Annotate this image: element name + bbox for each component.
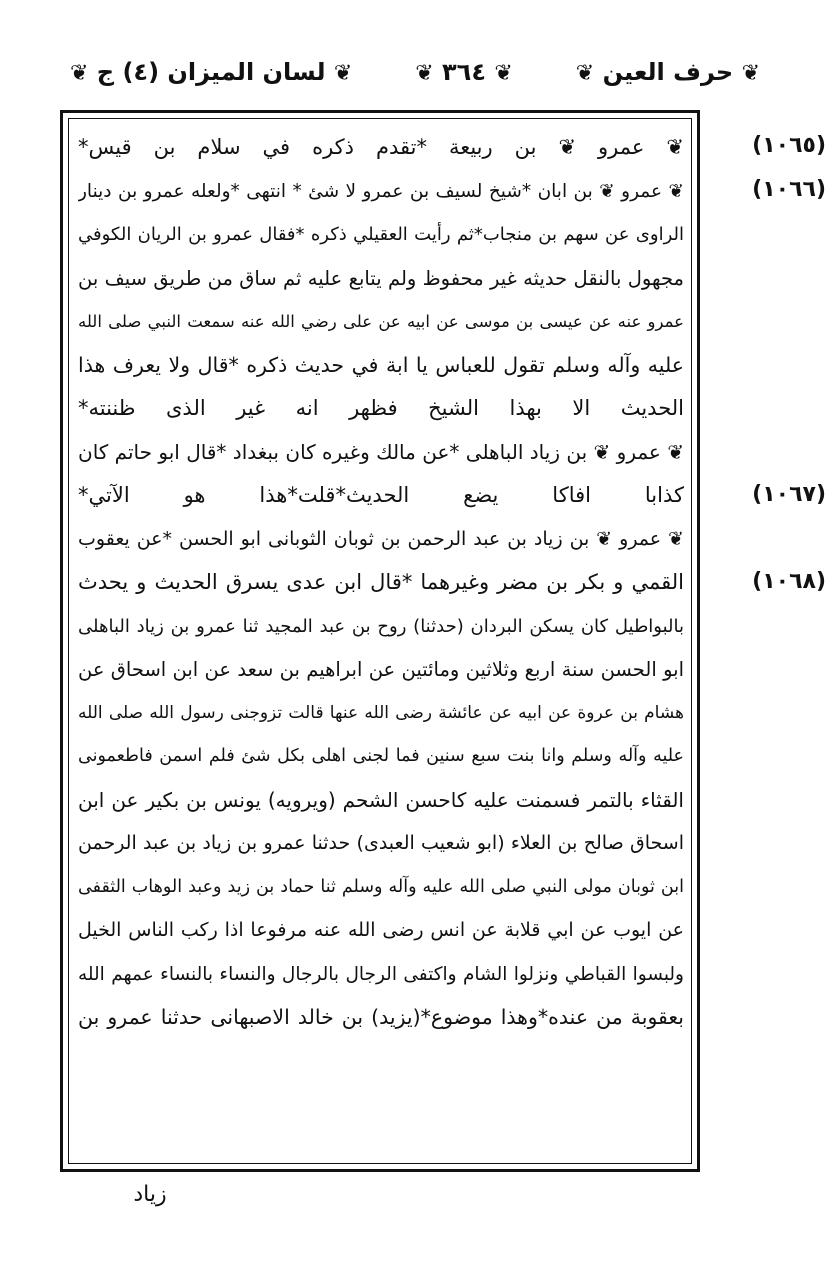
ornament-icon: ❦ <box>494 61 513 86</box>
ornament-icon: ❦ <box>741 61 760 86</box>
text-line: كذابا افاكا يضع الحديث*قلت*هذا هو الآتي* <box>78 483 684 507</box>
entry-number: (١٠٦٥) <box>752 133 826 158</box>
text-line: بالبواطيل كان يسكن البردان (حدثنا) روح بن عبد المجيد ثنا عمرو بن زياد الباهلى <box>78 615 684 637</box>
text-line: ❦ عمرو ❦ بن ابان *شيخ لسيف بن عمرو لا شئ * انتهى *ولعله عمرو بن دينار <box>78 180 684 202</box>
entry-number: (١٠٦٦) <box>752 177 826 202</box>
text-line: ❦ عمرو ❦ بن زياد الباهلى *عن مالك وغيره كان ببغداد *قال ابو حاتم كان <box>78 439 684 464</box>
entry-number: (١٠٦٧) <box>752 482 826 507</box>
text-line: اسحاق صالح بن العلاء (ابو شعيب العبدى) حدثنا عمرو بن زياد بن عبد الرحمن <box>78 832 684 854</box>
catchword: زياد <box>133 1182 167 1207</box>
section-title-text: حرف العين <box>602 58 734 86</box>
text-line: هشام بن عروة عن ابيه عن عائشة رضى الله عنها قالت تزوجنى رسول الله صلى الله <box>78 702 684 723</box>
ornament-icon: ❦ <box>575 61 595 86</box>
book-title-text: لسان الميزان (٤) ج <box>96 58 326 86</box>
page-number-text: ٣٦٤ <box>442 58 486 86</box>
text-line: القمي و بكر بن مضر وغيرهما *قال ابن عدى يسرق الحديث و يحدث <box>78 570 684 594</box>
section-title <box>576 58 760 86</box>
text-line: عن ايوب عن ابي قلابة عن انس رضى الله عنه مرفوعا اذا ركب الناس الخيل <box>78 919 684 941</box>
text-line: بعقوبة من عنده*وهذا موضوع*(يزيد) بن خالد الاصبهانى حدثنا عمرو بن <box>78 1005 684 1029</box>
text-line: الراوى عن سهم بن منجاب*ثم رأيت العقيلي ذكره *فقال عمرو بن الريان الكوفي <box>78 224 684 245</box>
text-line: مجهول بالنقل حديثه غير محفوظ ولم يتابع عليه ثم ساق من طريق سيف بن <box>78 266 684 290</box>
text-line: عليه وآله وسلم وانا بنت سبع سنين فما لجنى اهلى بكل شئ فلم اسمن فاطعمونى <box>78 746 684 766</box>
entry-number: (١٠٦٨) <box>752 569 826 594</box>
text-line: القثاء بالتمر فسمنت عليه كاحسن الشحم (ويرويه) يونس بن بكير عن ابن <box>78 787 684 812</box>
ornament-icon: ❦ <box>70 61 89 86</box>
text-line: ابو الحسن سنة اربع وثلاثين ومائتين عن ابراهيم بن سعد عن ابن اسحاق عن <box>78 658 684 681</box>
text-line: ولبسوا القباطي ونزلوا الشام واكتفى الرجال بالرجال والنساء بالنساء عمهم الله <box>78 963 684 985</box>
book-title <box>70 58 352 86</box>
text-line: ابن ثوبان مولى النبي صلى الله عليه وآله وسلم ثنا حماد بن زيد وعبد الوهاب الثقفى <box>78 876 684 897</box>
text-line: الحديث الا بهذا الشيخ فظهر انه غير الذى ظننته* <box>78 396 684 420</box>
text-line: ❦ عمرو ❦ بن ربيعة *تقدم ذكره في سلام بن قيس* <box>78 135 684 159</box>
text-line: عمرو عنه عن عيسى بن موسى عن ابيه عن على رضي الله عنه سمعت النبي صلى الله <box>78 312 684 331</box>
running-header <box>70 50 760 94</box>
ornament-icon: ❦ <box>415 61 434 86</box>
body-text <box>78 126 684 1160</box>
ornament-icon: ❦ <box>333 61 353 86</box>
text-line: عليه وآله وسلم تقول للعباس يا ابة في حديث ذكره *قال ولا يعرف هذا <box>78 352 684 377</box>
page-number <box>415 58 513 86</box>
text-line: ❦ عمرو ❦ بن زياد بن عبد الرحمن بن ثوبان الثوبانى ابو الحسن *عن يعقوب <box>78 527 684 550</box>
